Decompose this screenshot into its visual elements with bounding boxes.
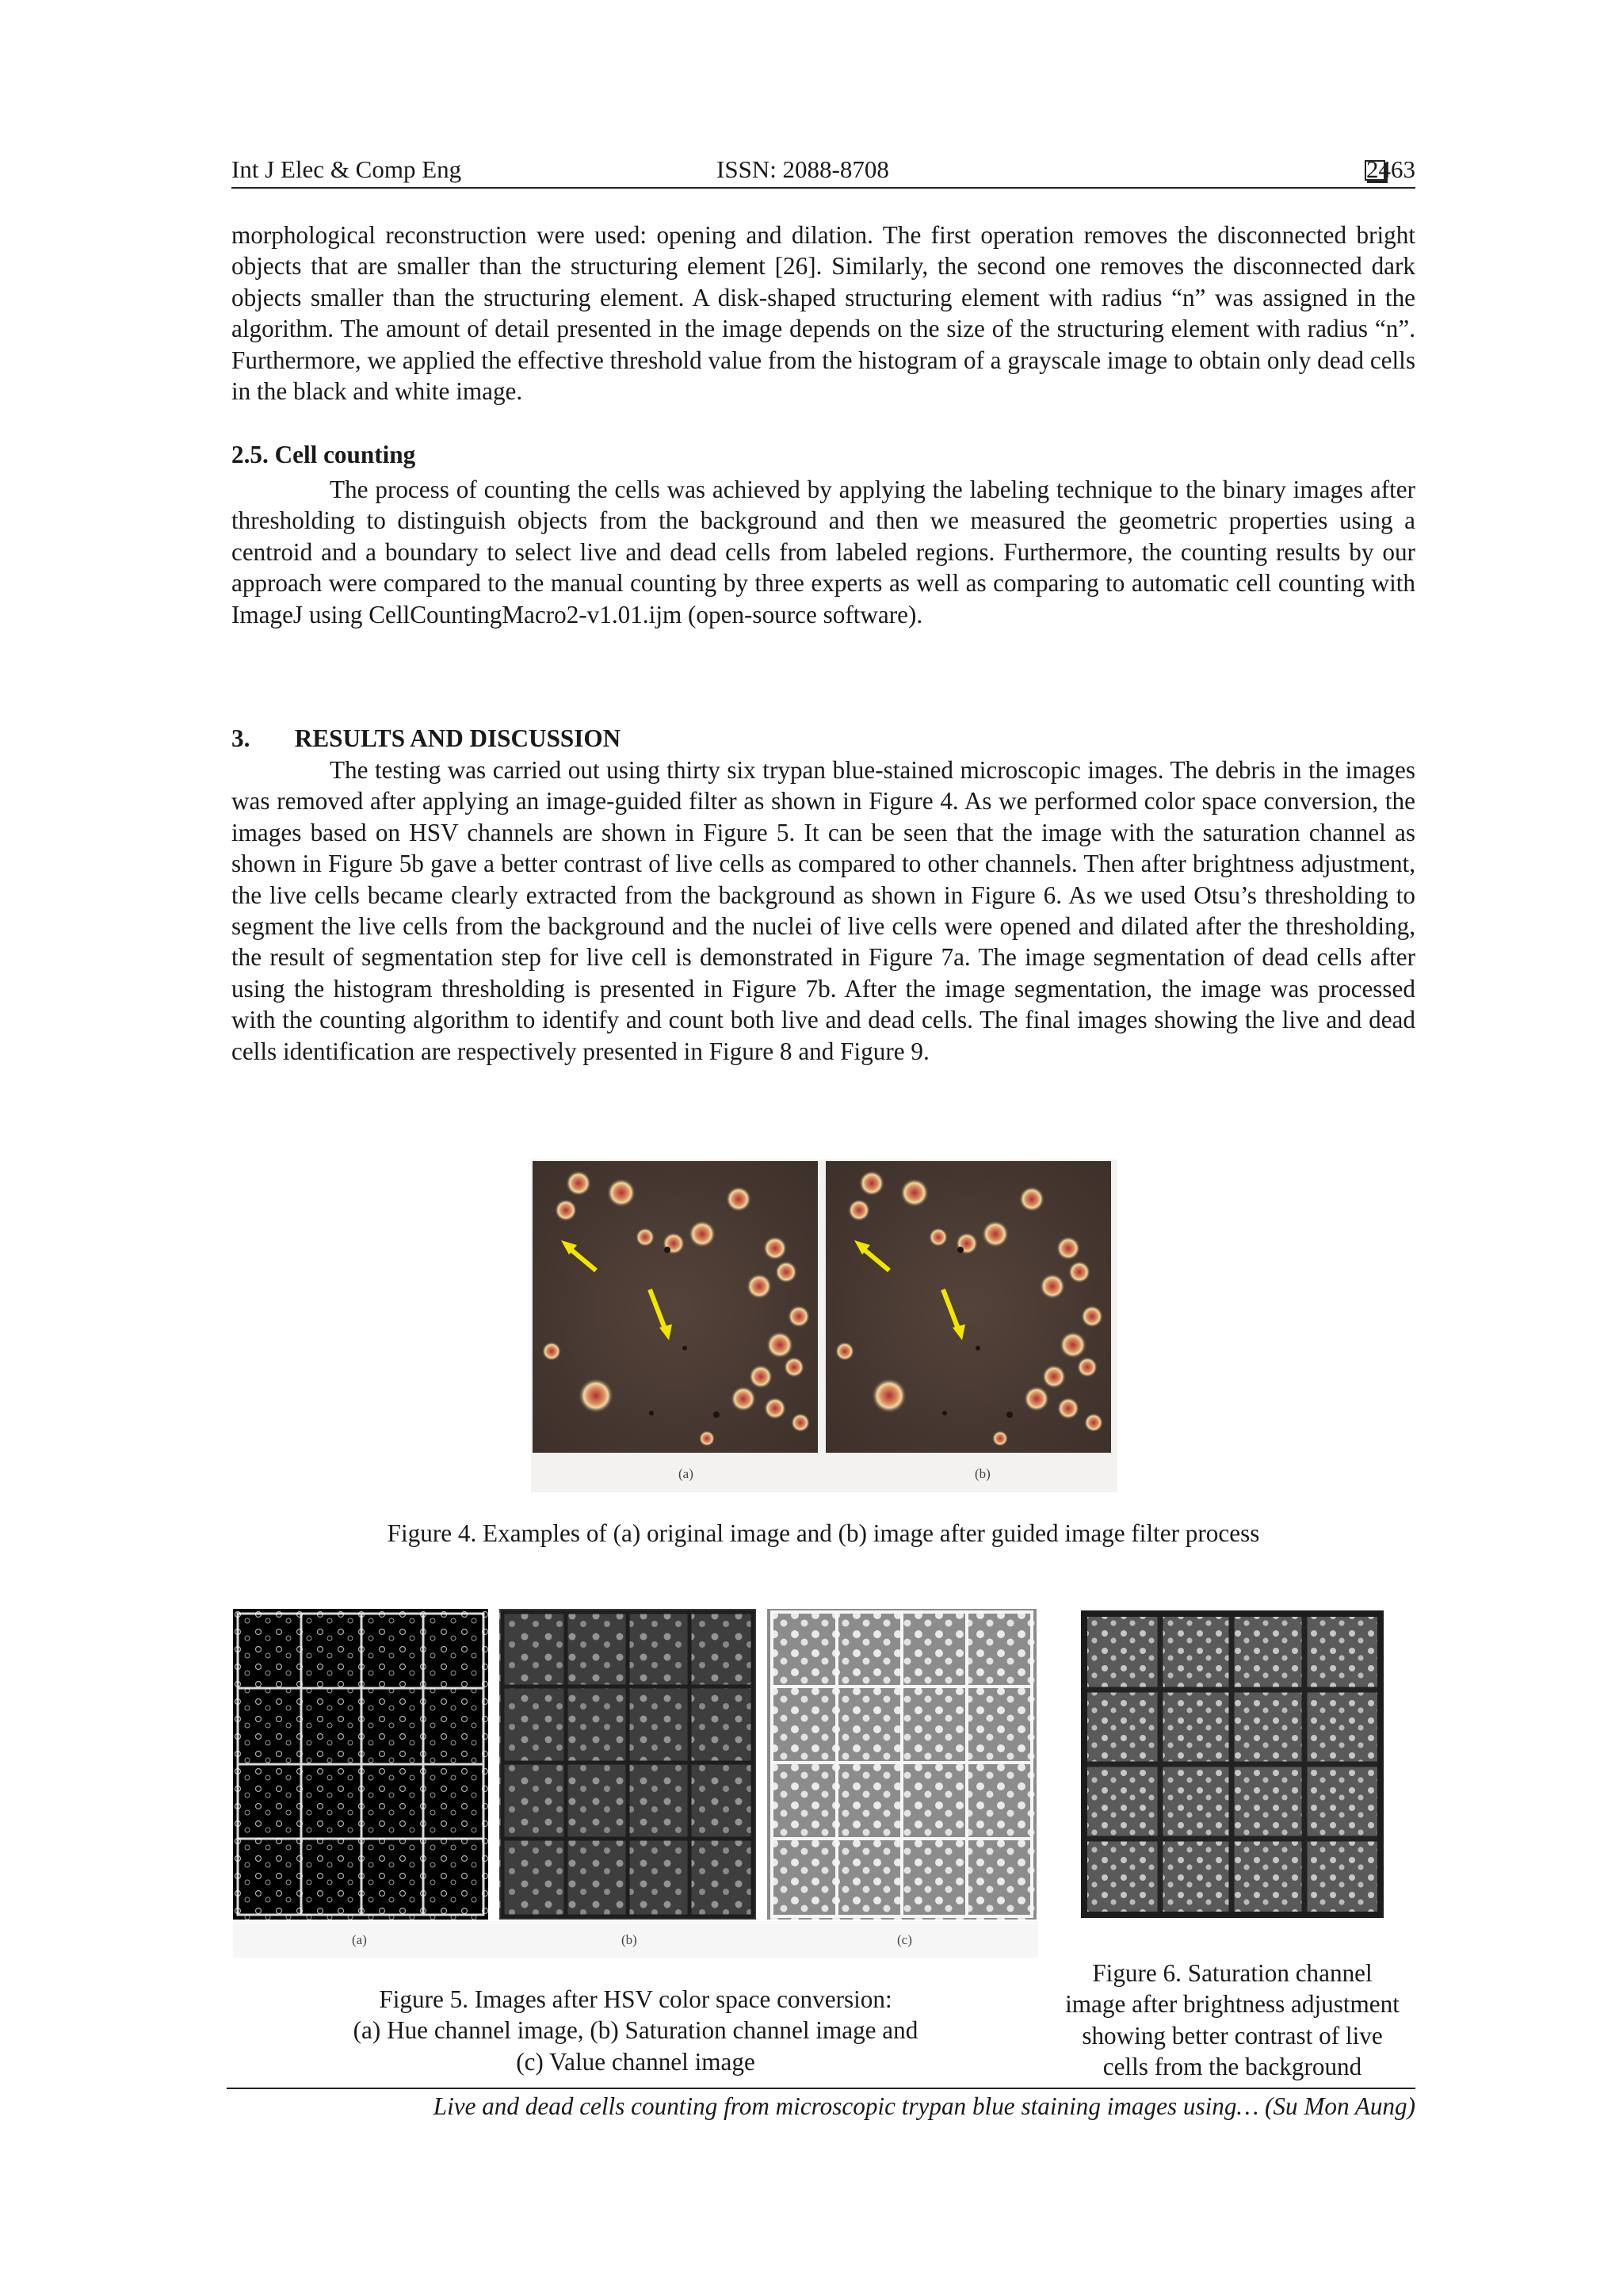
footer-rule: [227, 2088, 1415, 2089]
figure-5-caption-line: Figure 5. Images after HSV color space conversion:: [379, 1985, 892, 2013]
paragraph-cell-counting: The process of counting the cells was achieved by applying the labeling technique to the binary images after thresholding to distinguish objects from the background and then we measured the geometric properties using a centroid and a boundary to select live and dead cells from labeled regions. Furthermore, the counting results by our approach were compared to the manual counting by three experts as well as comparing to automatic cell counting with ImageJ using CellCountingMacro2-v1.01.ijm (open-source software).: [231, 476, 1415, 628]
running-footer: Live and dead cells counting from microscopic trypan blue staining images using… (Su Mon Aung): [433, 2092, 1415, 2120]
figure-6: [1081, 1610, 1384, 1918]
figure-5-caption: [233, 1984, 1038, 2077]
section-number: 2.5.: [231, 441, 269, 468]
journal-name: Int J Elec & Comp Eng: [231, 155, 462, 183]
paragraph-morphology: morphological reconstruction were used: opening and dilation. The first operation removes the disconnected bright objects that are smaller than the structuring element [26]. Similarly, the second one removes the disconnected dark objects smaller than the structuring element. A disk-shaped structuring element with radius “n” was assigned in the algorithm. The amount of detail presented in the image depends on the size of the structuring element with radius “n”. Furthermore, we applied the effective threshold value from the histogram of a grayscale image to obtain only dead cells in the black and white image.: [231, 221, 1415, 406]
figure-4-label-a: (a): [678, 1466, 693, 1481]
section-number: 3.: [231, 724, 250, 752]
page-number: 2463: [1366, 155, 1415, 183]
figure-4-image: [531, 1159, 1117, 1492]
section-heading-cell-counting: [231, 441, 415, 469]
issn: ISSN: 2088-8708: [716, 155, 889, 183]
figure-6-caption-line: cells from the background: [1102, 2053, 1362, 2081]
section-heading-results: [231, 724, 621, 753]
figure-6-image: [1081, 1610, 1384, 1918]
section-title: RESULTS AND DISCUSSION: [294, 724, 621, 752]
figure-6-caption-line: showing better contrast of live: [1082, 2021, 1383, 2050]
figure-5-label-b: (b): [621, 1932, 637, 1947]
figure-6-caption: [1046, 1958, 1419, 2083]
running-header: [231, 155, 1415, 189]
figure-5-caption-line: (a) Hue channel image, (b) Saturation channel image and: [353, 2016, 918, 2045]
paragraph-results: The testing was carried out using thirty six trypan blue-stained microscopic images. The debris in the images was removed after applying an image-guided filter as shown in Figure 4. As we performed color space conversion, the images based on HSV channels are shown in Figure 5. It can be seen that the image with the saturation channel as shown in Figure 5b gave a better contrast of live cells as compared to other channels. Then after brightness adjustment, the live cells became clearly extracted from the background as shown in Figure 6. As we used Otsu’s thresholding to segment the live cells from the background and the nuclei of live cells were opened and dilated after the thresholding, the result of segmentation step for live cell is demonstrated in Figure 7a. The image segmentation of dead cells after using the histogram thresholding is presented in Figure 7b. After the image segmentation, the image was processed with the counting algorithm to identify and count both live and dead cells. The final images showing the live and dead cells identification are respectively presented in Figure 8 and Figure 9.: [231, 756, 1415, 1065]
figure-4: [531, 1159, 1117, 1492]
section-title: Cell counting: [274, 441, 416, 468]
figure-4-caption: Figure 4. Examples of (a) original image and (b) image after guided image filter process: [387, 1519, 1260, 1547]
figure-5: [233, 1609, 1038, 1958]
figure-4-label-b: (b): [975, 1466, 991, 1481]
figure-6-caption-line: image after brightness adjustment: [1065, 1990, 1400, 2019]
figure-5-caption-line: (c) Value channel image: [516, 2047, 755, 2076]
figure-5-label-c: (c): [897, 1932, 912, 1947]
figure-6-caption-line: Figure 6. Saturation channel: [1092, 1959, 1373, 1987]
figure-5-image: [233, 1609, 1038, 1958]
figure-5-label-a: (a): [352, 1932, 367, 1947]
